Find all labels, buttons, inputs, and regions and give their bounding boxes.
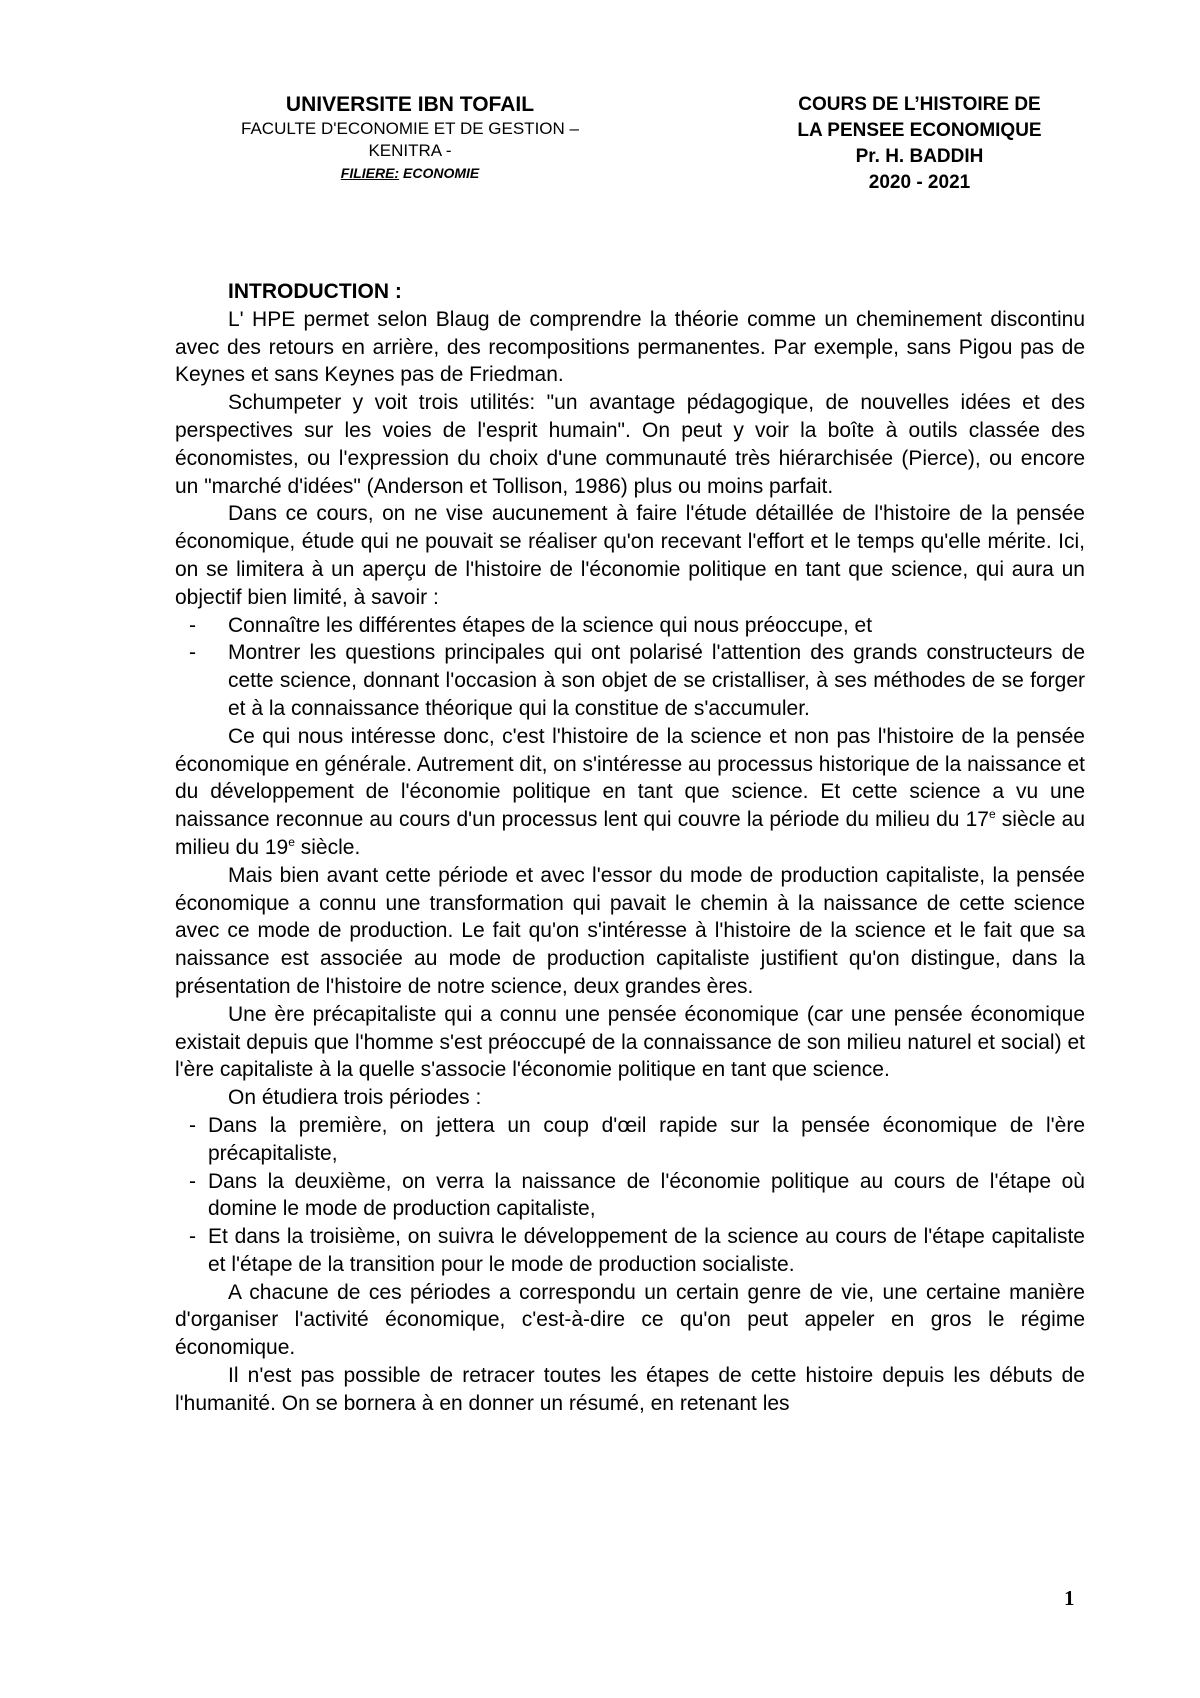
course-title-line-2: LA PENSEE ECONOMIQUE bbox=[797, 120, 1042, 141]
paragraph-1: L' HPE permet selon Blaug de comprendre la théorie comme un cheminement discontinu avec des retours en arrière, des recompositions permanentes. Par exemple, sans Pigou pas de Keynes et sans Keynes pas de Friedman. bbox=[175, 307, 1085, 387]
course-header bbox=[752, 92, 1087, 196]
period-text-3: Et dans la troisième, on suivra le développement de la science au cours de l'étape capitaliste et l'étape de la transition pour le mode de production socialiste. bbox=[208, 1225, 1085, 1276]
dash-marker: - bbox=[189, 1113, 196, 1137]
paragraph-4-text: Ce qui nous intéresse donc, c'est l'histoire de la science et non pas l'histoire de la pensée économique en générale. Autrement dit, on s'intéresse au processus historique de la naissance et du développement de l'économie politique en tant que science. Et cette science a vu une naissance reconnue au cours d'un processus lent qui couvre la période du milieu du 17 bbox=[175, 724, 1085, 832]
faculty-line-2: KENITRA - bbox=[368, 141, 452, 160]
bullet-text-2: Montrer les questions principales qui ont polarisé l'attention des grands constructeurs de cette science, donnant l'occasion à son objet de se cristalliser, à ses méthodes de se forger et à la connaissance théorique qui la constitue de s'accumuler. bbox=[228, 641, 1085, 720]
paragraph-3: Dans ce cours, on ne vise aucunement à faire l'étude détaillée de l'histoire de la pensée économique, étude qui ne pouvait se réaliser qu'on recevant l'effort et le temps qu'elle mérite. Ici, on se limitera à un aperçu de l'histoire de l'économie politique en tant que science, qui aura un objectif bien limité, à savoir : bbox=[175, 502, 1085, 609]
course-title-line-1: COURS DE L’HISTOIRE DE bbox=[798, 94, 1041, 115]
professor-name: Pr. H. BADDIH bbox=[855, 146, 984, 167]
paragraph-6: Une ère précapitaliste qui a connu une pensée économique (car une pensée économique existait depuis que l'homme s'est préoccupé de la connaissance de son milieu naturel et social) et l'ère capitaliste à la quelle s'associe l'économie politique en tant que science. bbox=[175, 1002, 1085, 1082]
university-name: UNIVERSITE IBN TOFAIL bbox=[285, 93, 535, 116]
dash-marker: - bbox=[189, 613, 196, 637]
academic-year: 2020 - 2021 bbox=[868, 172, 971, 193]
dash-marker: - bbox=[189, 1169, 196, 1193]
dash-marker: - bbox=[189, 1225, 196, 1249]
period-text-2: Dans la deuxième, on verra la naissance de l'économie politique au cours de l'étape où domine le mode de production capitaliste, bbox=[208, 1169, 1085, 1221]
superscript-e: e bbox=[988, 807, 996, 822]
bullet-text-1: Connaître les différentes étapes de la science qui nous préoccupe, et bbox=[228, 613, 873, 637]
bullet-item-2 bbox=[175, 639, 1085, 722]
paragraph-4-mid: siècle au milieu du 19 bbox=[175, 808, 1086, 859]
filiere-line bbox=[170, 162, 650, 184]
paragraph-2: Schumpeter y voit trois utilités: "un avantage pédagogique, de nouvelles idées et des perspectives sur les voies de l'esprit humain". On peut y voir la boîte à outils classée des économistes, ou l'expression du choix d'une communauté très hiérarchisée (Pierce), ou encore un "marché d'idées" (Anderson et Tollison, 1986) plus ou moins parfait. bbox=[175, 391, 1085, 498]
period-item-2 bbox=[175, 1168, 1085, 1224]
document-body bbox=[175, 278, 1085, 1418]
paragraph-4-end: siècle. bbox=[294, 835, 361, 859]
paragraph-7: On étudiera trois périodes : bbox=[228, 1086, 482, 1110]
period-text-1: Dans la première, on jettera un coup d'œil rapide sur la pensée économique de l'ère précapitaliste, bbox=[208, 1113, 1085, 1165]
paragraph-9: Il n'est pas possible de retracer toutes les étapes de cette histoire depuis les débuts de l'humanité. On se bornera à en donner un résumé, en retenant les bbox=[175, 1364, 1085, 1415]
filiere-value: ECONOMIE bbox=[399, 165, 480, 181]
intro-heading: INTRODUCTION : bbox=[228, 280, 402, 303]
page-number: 1 bbox=[1064, 1586, 1075, 1610]
filiere-label: FILIERE: bbox=[340, 165, 400, 181]
paragraph-4 bbox=[175, 723, 1085, 862]
period-item-1 bbox=[175, 1112, 1085, 1168]
dash-marker: - bbox=[189, 641, 196, 665]
period-item-3 bbox=[175, 1223, 1085, 1279]
superscript-e: e bbox=[288, 834, 295, 849]
paragraph-5: Mais bien avant cette période et avec l'essor du mode de production capitaliste, la pensée économique a connu une transformation qui pavait le chemin à la naissance de cette science avec ce mode de production. Le fait qu'on s'intéresse à l'histoire de la science et le fait que sa naissance est associée au mode de production capitaliste justifient qu'on distingue, dans la présentation de l'histoire de notre science, deux grandes ères. bbox=[175, 863, 1085, 998]
paragraph-8: A chacune de ces périodes a correspondu un certain genre de vie, une certaine manière d'organiser l'activité économique, c'est-à-dire ce qu'on peut appeler en gros le régime économique. bbox=[175, 1280, 1085, 1360]
faculty-line-1: FACULTE D'ECONOMIE ET DE GESTION – bbox=[241, 119, 579, 138]
bullet-item-1 bbox=[175, 612, 1085, 640]
institution-header bbox=[170, 92, 650, 184]
